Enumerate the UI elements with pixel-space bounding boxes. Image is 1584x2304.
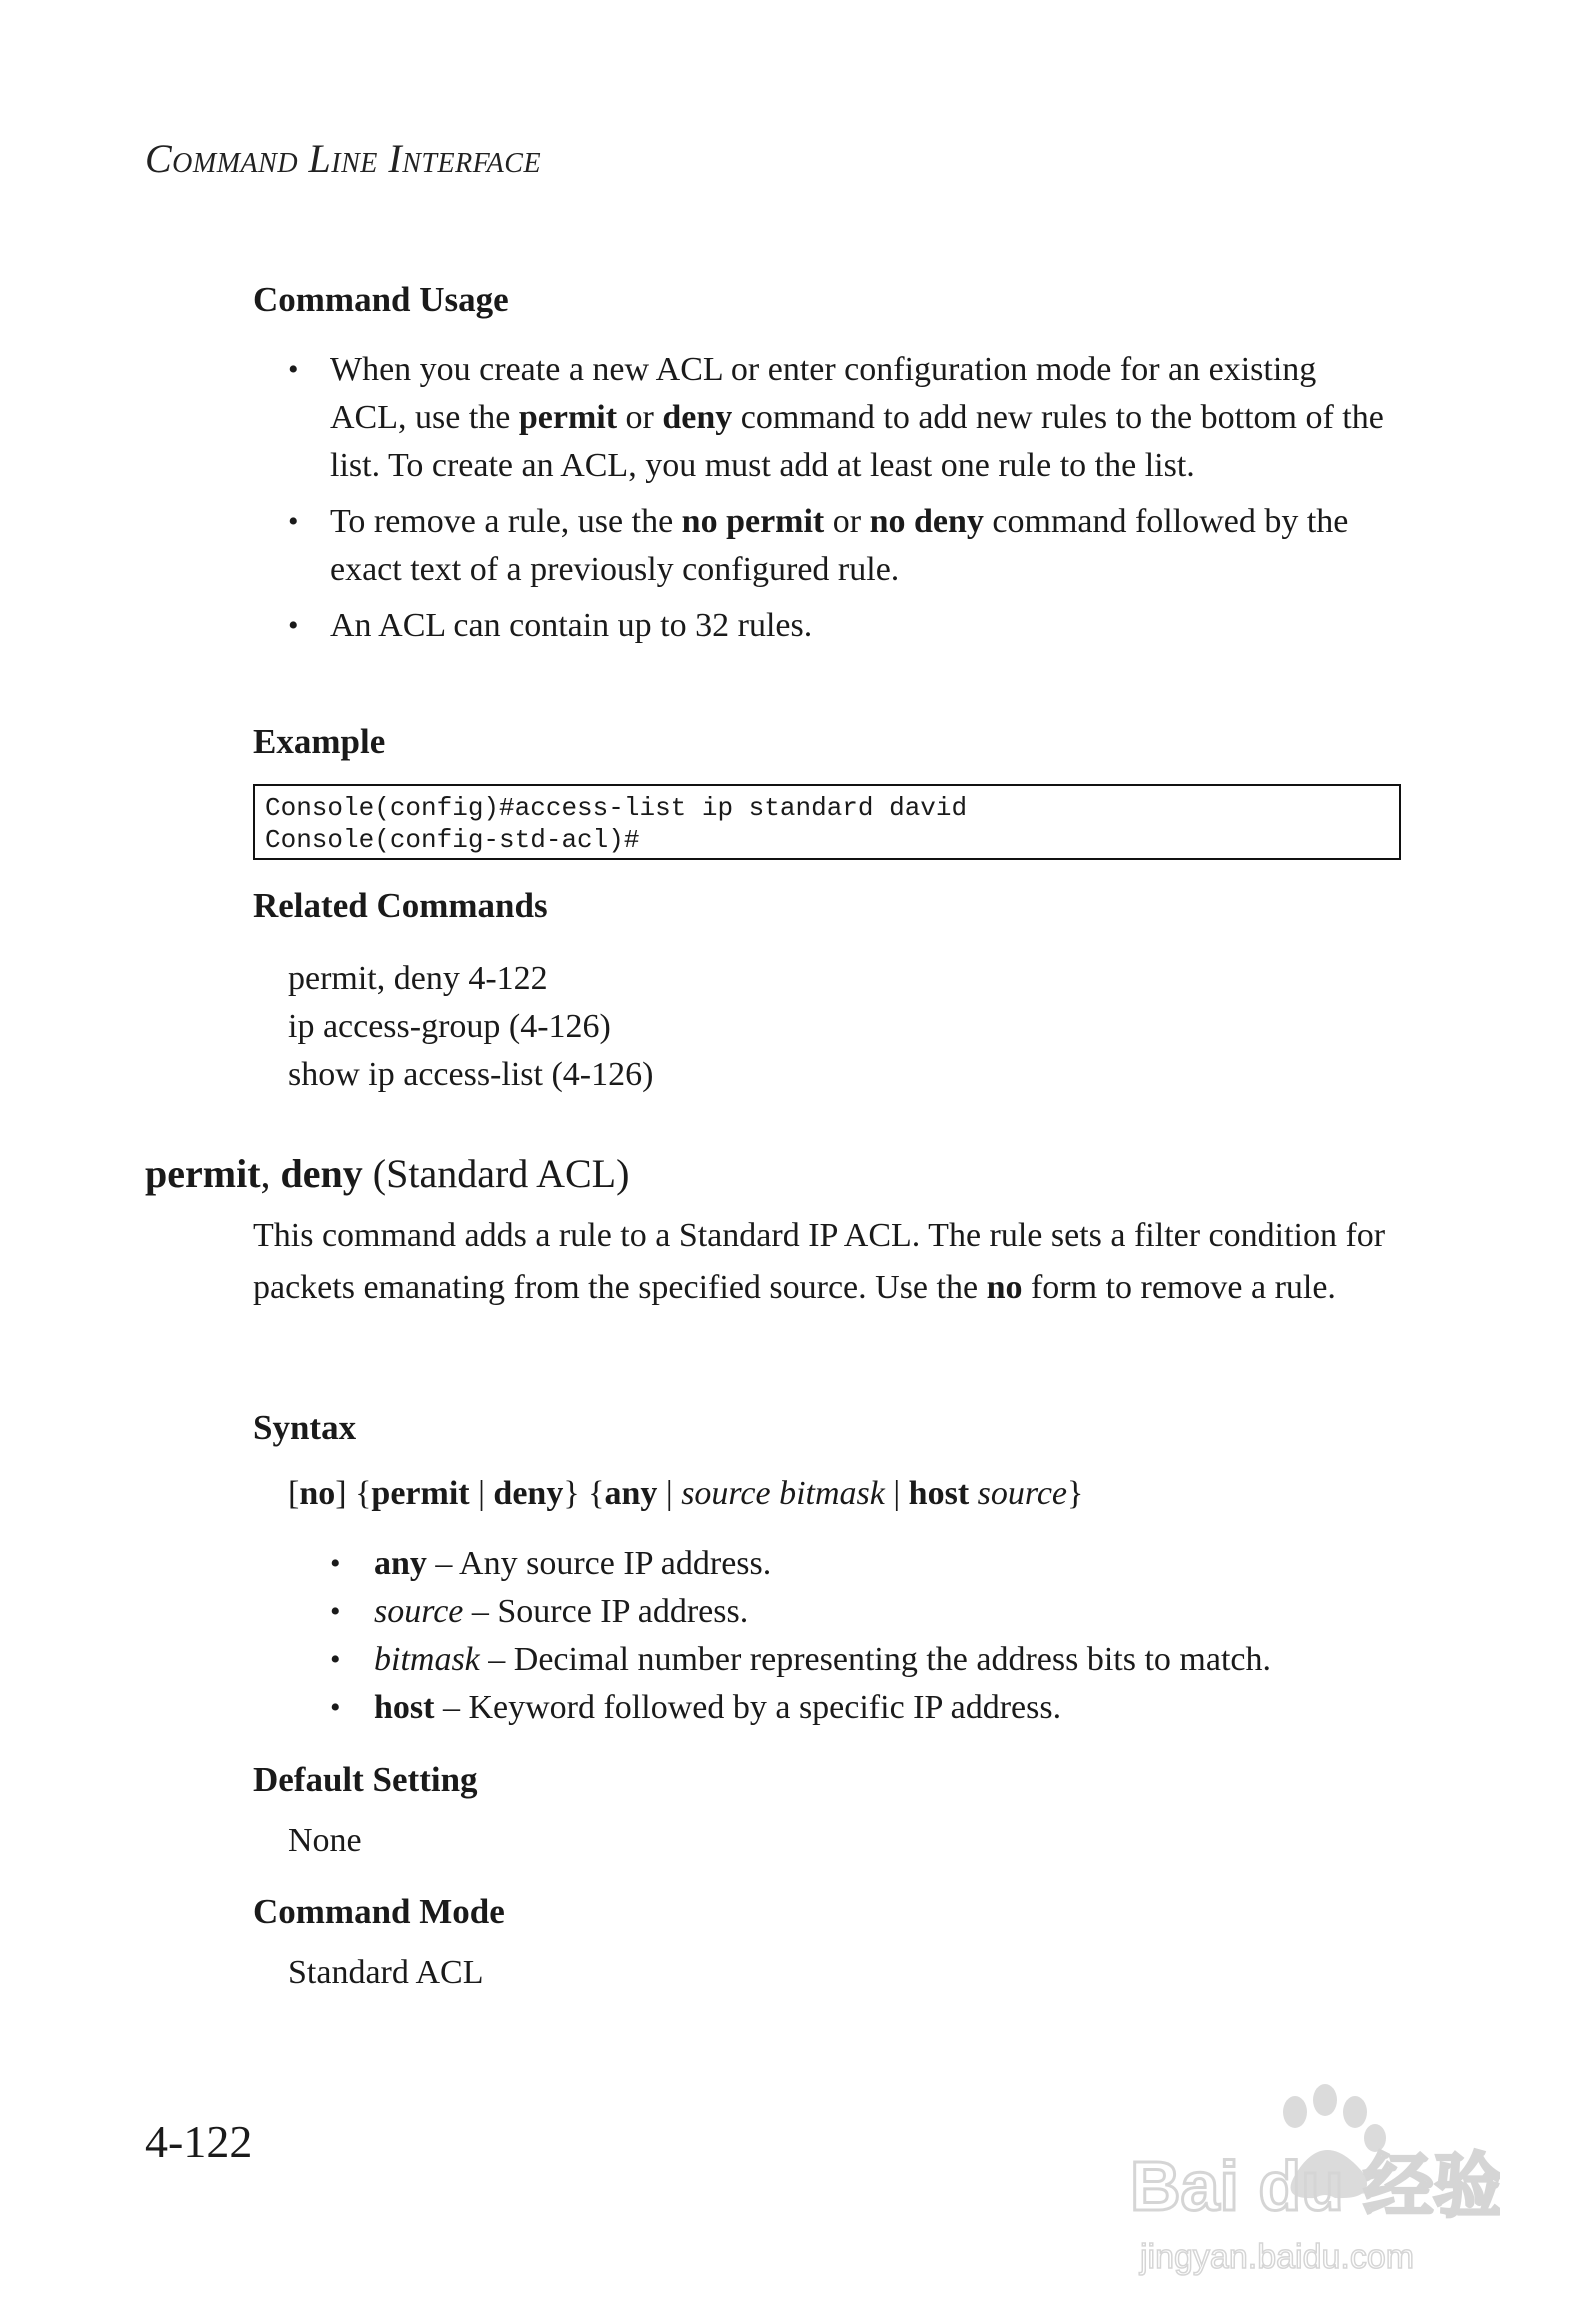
syntax-param-item: • source – Source IP address. — [330, 1588, 1430, 1636]
related-command-item: show ip access-list (4-126) — [288, 1056, 654, 1093]
paw-logo-icon — [1120, 2080, 1500, 2280]
related-commands-heading: Related Commands — [253, 886, 548, 925]
usage-bullet-2: • To remove a rule, use the no permit or no deny command followed by the exact text of a previously configured rule. — [288, 498, 1398, 594]
section-title: permit, deny (Standard ACL) — [145, 1151, 630, 1196]
code-line-1: Console(config)#access-list ip standard david — [265, 793, 968, 823]
related-command-item: permit, deny 4-122 — [288, 960, 548, 997]
command-usage-heading: Command Usage — [253, 280, 509, 319]
syntax-param-item: • bitmask – Decimal number representing the address bits to match. — [330, 1636, 1430, 1684]
command-mode-heading: Command Mode — [253, 1892, 505, 1931]
watermark-brand: Bai du 经验 — [1130, 2147, 1500, 2225]
default-setting-value: None — [288, 1822, 362, 1859]
example-code-block — [253, 784, 1401, 860]
default-setting-heading: Default Setting — [253, 1760, 478, 1799]
command-mode-value: Standard ACL — [288, 1954, 484, 1991]
syntax-line: [no] {permit | deny} {any | source bitmask | host source} — [288, 1475, 1084, 1512]
syntax-heading: Syntax — [253, 1408, 357, 1447]
code-line-2: Console(config-std-acl)# — [265, 825, 640, 855]
running-header: Command Line Interface — [145, 136, 542, 181]
watermark-url: jingyan.baidu.com — [1140, 2238, 1415, 2276]
page-number: 4-122 — [145, 2116, 253, 2167]
syntax-param-item: • any – Any source IP address. — [330, 1540, 1430, 1588]
related-command-item: ip access-group (4-126) — [288, 1008, 611, 1045]
syntax-params-list — [330, 1540, 1430, 1732]
example-heading: Example — [253, 722, 386, 761]
usage-bullet-1: • When you create a new ACL or enter configuration mode for an existing ACL, use the permit or deny command to add new rules to the bottom of the list. To create an ACL, you must add at least one rule to the list. — [288, 346, 1398, 490]
baidu-watermark — [1120, 2080, 1500, 2280]
usage-bullet-3: • An ACL can contain up to 32 rules. — [288, 602, 1398, 650]
related-commands-list — [288, 955, 653, 1099]
section-intro: This command adds a rule to a Standard IP ACL. The rule sets a filter condition for packets emanating from the specified source. Use the no form to remove a rule. — [253, 1217, 1386, 1306]
syntax-param-item: • host – Keyword followed by a specific IP address. — [330, 1684, 1430, 1732]
usage-bullet-list — [288, 346, 1398, 658]
